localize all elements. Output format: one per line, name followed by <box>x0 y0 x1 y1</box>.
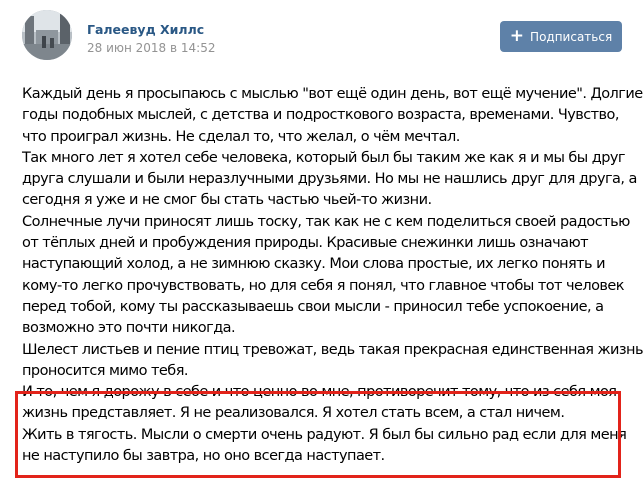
post-text-line: Шелест листьев и пение птиц тревожат, ведь такая прекрасная единственная жизнь <box>22 341 643 358</box>
post-text-line: что проиграл жизнь. Не сделал то, что желал, о чём мечтал. <box>22 128 460 145</box>
post-text-line: от тёплых дней и пробуждения природы. Красивые снежинки лишь означают <box>22 235 589 252</box>
post-text-line-highlighted: И то, чем я дорожу в себе и что ценно во мне, противоречит тому, что из себя моя <box>22 384 617 401</box>
post-text-line: друга слушали и были неразлучными друзьями. Но мы не нашлись друг для друга, а <box>22 171 637 188</box>
highlight-box <box>15 391 627 478</box>
post-text-line: Каждый день я просыпаюсь с мыслью "вот ещё один день, вот ещё мучение". Долгие <box>22 86 643 102</box>
post-text-line-highlighted: жизнь представляет. Я не реализовался. Я хотел стать всем, а стал ничем. <box>22 405 565 422</box>
post-text-line-highlighted: не наступило бы завтра, но оно всегда наступает. <box>22 448 385 465</box>
avatar[interactable] <box>22 10 72 60</box>
post-header <box>22 10 622 66</box>
author-name[interactable]: Галеевуд Хиллс <box>87 22 205 37</box>
post-text-line: наступающий холод, а не зимнюю сказку. Мои слова простые, их легко понять и <box>22 256 605 273</box>
plus-icon: + <box>509 26 525 46</box>
post-date[interactable]: 28 июн 2018 в 14:52 <box>87 41 216 55</box>
post-text-line-highlighted: Жить в тягость. Мысли о смерти очень радуют. Я был бы сильно рад если для меня <box>22 426 627 443</box>
subscribe-button[interactable] <box>500 21 622 52</box>
post-text-line: возможно это почти никогда. <box>22 320 236 337</box>
post-text-line: кому-то легко прочувствовать, но для себя я понял, что главное чтобы тот человек <box>22 277 625 294</box>
post-text-line: годы подобных мыслей, с детства и подросткового возраста, временами. Чувство, <box>22 107 619 124</box>
post-text-line: сегодня я уже и не смог бы стать частью чьей-то жизни. <box>22 192 432 209</box>
post-text-line: проносится мимо тебя. <box>22 362 188 379</box>
post-text-line: Солнечные лучи приносят лишь тоску, так как не с кем поделиться своей радостью <box>22 213 630 230</box>
subscribe-button-label: Подписаться <box>530 29 613 44</box>
avatar-image <box>22 10 72 60</box>
post-text-line: перед тобой, кому ты рассказываешь свои мысли - приносил тебе успокоение, а <box>22 298 604 315</box>
post-text-line: Так много лет я хотел себе человека, который был бы таким же как я и мы бы друг <box>22 149 625 166</box>
